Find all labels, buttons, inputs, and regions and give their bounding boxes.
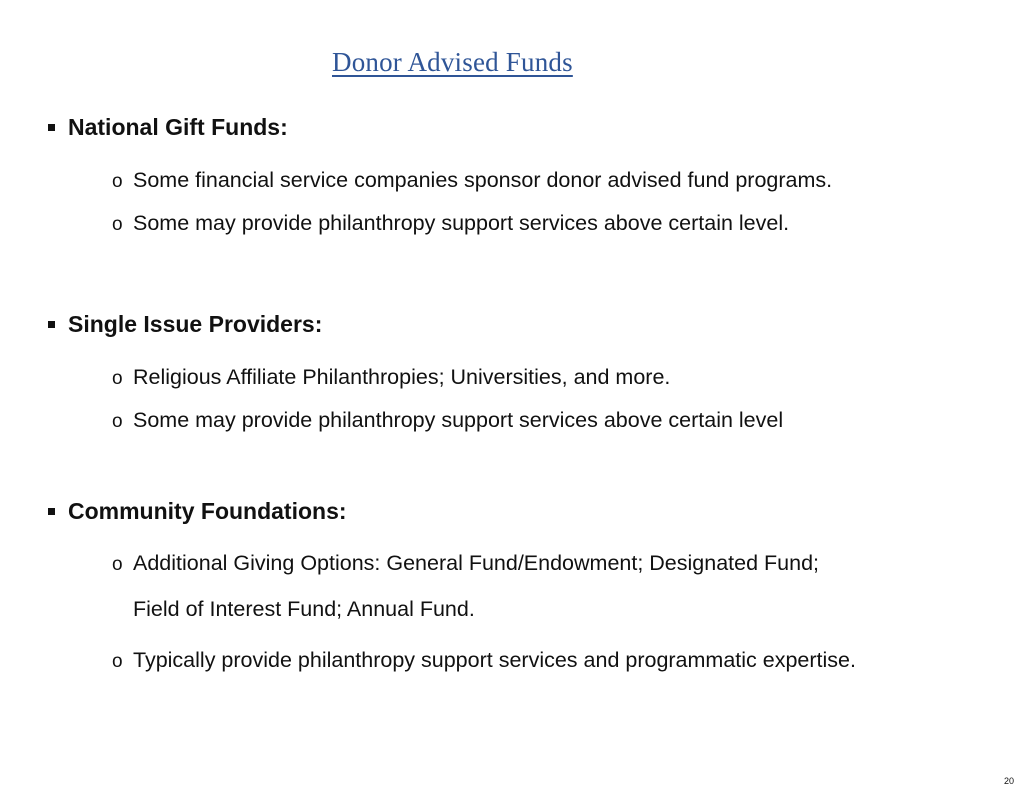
list-item-text: Religious Affiliate Philanthropies; Universities, and more. (133, 365, 671, 389)
list-item (112, 365, 670, 390)
square-bullet-icon (48, 321, 55, 328)
list-item-text: Some financial service companies sponsor donor advised fund programs. (133, 168, 833, 192)
list-item-text: Typically provide philanthropy support services and programmatic expertise. (133, 648, 856, 672)
circle-bullet-icon: o (112, 214, 123, 235)
slide-title: Donor Advised Funds (332, 47, 573, 77)
list-item-text: Some may provide philanthropy support services above certain level. (133, 211, 790, 235)
list-item (112, 648, 856, 673)
section-heading-community-foundations (48, 498, 347, 525)
list-item (112, 408, 783, 433)
section-heading-single-issue-providers (48, 311, 322, 338)
list-item (112, 551, 819, 622)
circle-bullet-icon: o (112, 651, 123, 672)
list-item-text-line-1: Additional Giving Options: General Fund/Endowment; Designated Fund; (133, 551, 820, 575)
section-heading-label: National Gift Funds: (68, 114, 288, 140)
list-item-text-line-2: Field of Interest Fund; Annual Fund. (133, 597, 475, 621)
list-item (112, 168, 832, 193)
section-heading-national-gift-funds (48, 114, 288, 141)
page-number: 20 (1004, 776, 1015, 786)
circle-bullet-icon: o (112, 411, 123, 432)
circle-bullet-icon: o (112, 171, 123, 192)
list-item-text: Some may provide philanthropy support services above certain level (133, 408, 784, 432)
square-bullet-icon (48, 124, 55, 131)
list-item (112, 211, 789, 236)
circle-bullet-icon: o (112, 368, 123, 389)
list-item-text (133, 551, 819, 622)
section-heading-label: Community Foundations: (68, 498, 347, 524)
square-bullet-icon (48, 508, 55, 515)
section-heading-label: Single Issue Providers: (68, 311, 323, 337)
circle-bullet-icon: o (112, 554, 123, 575)
